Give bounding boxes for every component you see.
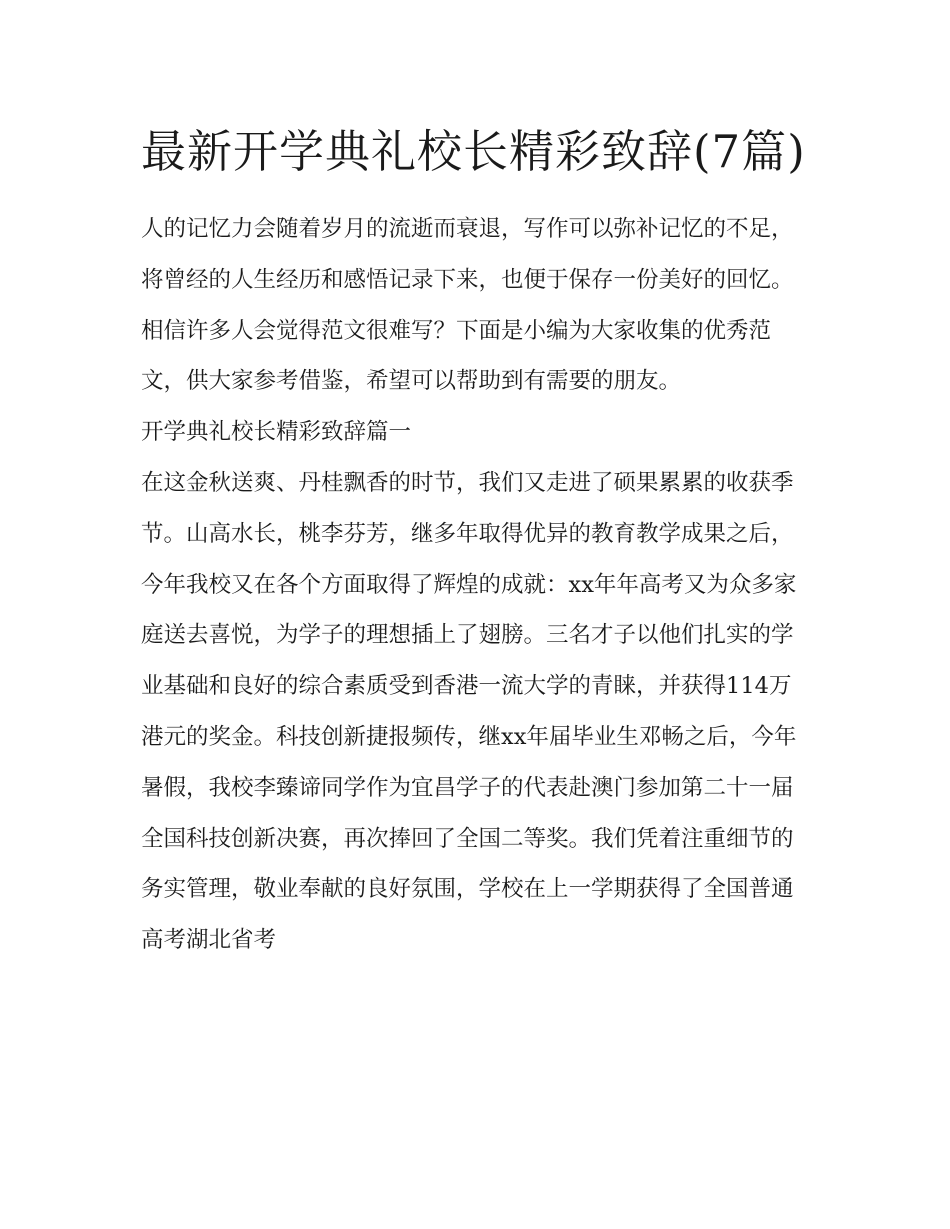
section-heading: 开学典礼校长精彩致辞篇一	[141, 419, 412, 446]
body-paragraph: 在这金秋送爽、丹桂飘香的时节，我们又走进了硕果累累的收获季节。山高水长，桃李芬芳，继多年取得优异的教育教学成果之后，今年我校又在各个方面取得了辉煌的成就：xx年年高考又为众多家庭送去喜悦，为学子的理想插上了翅膀。三名才子以他们扎实的学业基础和良好的综合素质受到香港一流大学的青睐，并获得114万港元的奖金。科技创新捷报频传，继xx年届毕业生邓畅之后，今年暑假，我校李臻谛同学作为宜昌学子的代表赴澳门参加第二十一届全国科技创新决赛，再次捧回了全国二等奖。我们凭着注重细节的务实管理，敬业奉献的良好氛围，学校在上一学期获得了全国普通高考湖北省考	[141, 469, 797, 954]
document-title: 最新开学典礼校长精彩致辞(7篇)	[141, 125, 806, 178]
intro-paragraph: 人的记忆力会随着岁月的流逝而衰退，写作可以弥补记忆的不足，将曾经的人生经历和感悟记录下来，也便于保存一份美好的回忆。相信许多人会觉得范文很难写？下面是小编为大家收集的优秀范文，供大家参考借鉴，希望可以帮助到有需要的朋友。	[141, 216, 794, 395]
document-page	[141, 112, 813, 966]
